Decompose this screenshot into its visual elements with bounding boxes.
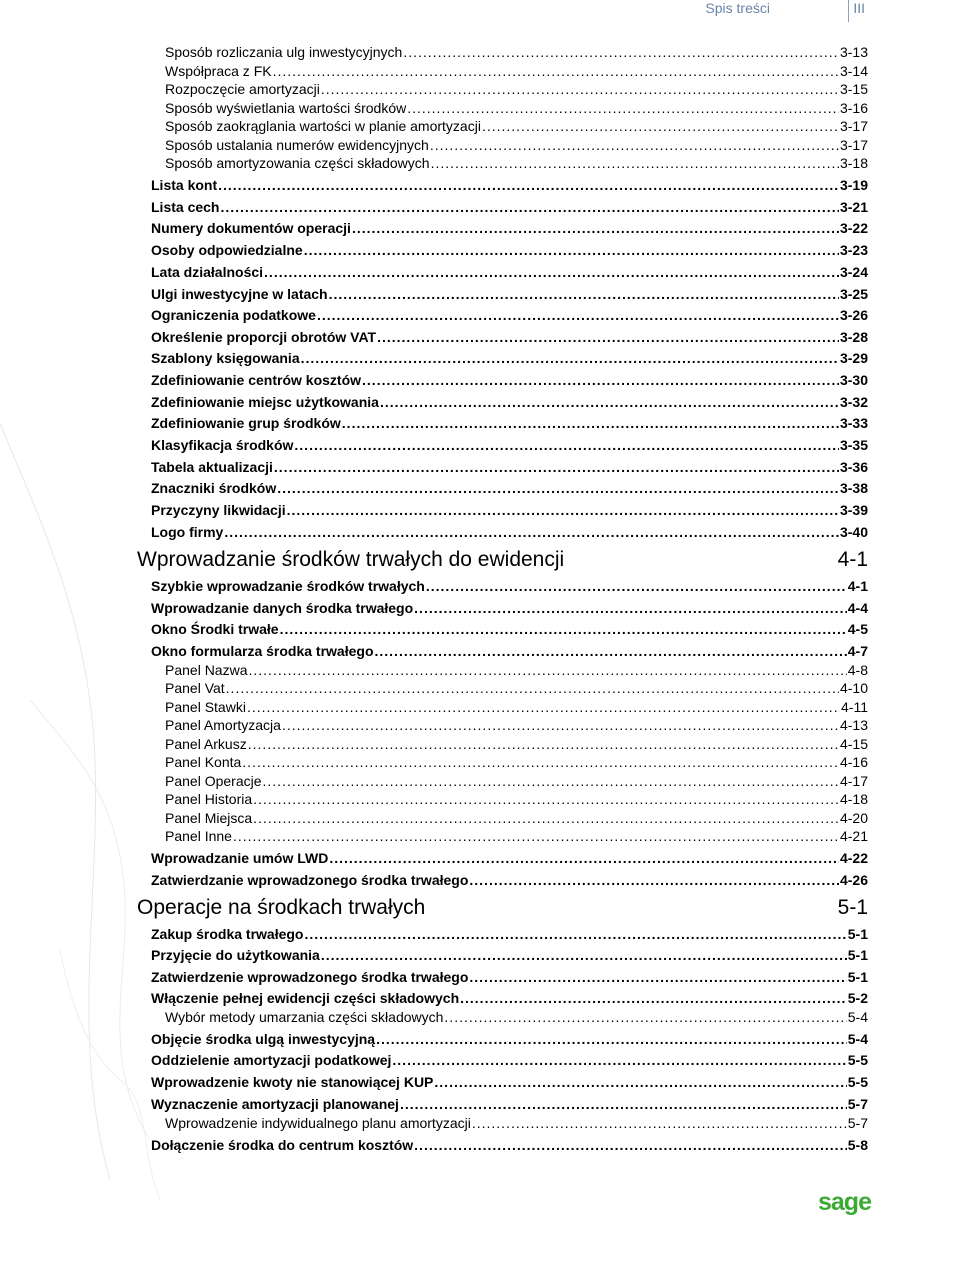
toc-entry-page: 4-1	[847, 578, 868, 594]
toc-entry-page: 3-17	[839, 137, 868, 153]
toc-entry-title: Zatwierdzanie wprowadzonego środka trwałego	[151, 872, 469, 888]
toc-entry-title: Okno formularza środka trwałego	[151, 643, 374, 659]
dot-leader	[247, 699, 840, 715]
dot-leader	[430, 137, 839, 153]
toc-entry-page: 4-4	[847, 600, 868, 616]
toc-entry-page: 4-10	[839, 680, 868, 696]
toc-entry-page: 4-15	[839, 736, 868, 752]
dot-leader	[263, 773, 839, 789]
toc-entry-title: Wprowadzanie umów LWD	[151, 850, 329, 866]
toc-entry-page: 3-30	[839, 372, 868, 388]
toc-section[interactable]	[151, 502, 868, 518]
toc-entry-page: 5-8	[847, 1137, 868, 1153]
toc-entry-page: 5-7	[847, 1115, 868, 1131]
toc-section[interactable]	[151, 969, 868, 985]
toc-entry-title: Sposób zaokrąglania wartości w planie amortyzacji	[165, 118, 481, 134]
toc-entry-page: 3-13	[839, 44, 868, 60]
toc-entry-page: 3-18	[839, 155, 868, 171]
toc-subsection[interactable]	[165, 810, 868, 826]
toc-entry-page: 5-2	[847, 990, 868, 1006]
toc-section[interactable]	[151, 480, 868, 496]
toc-section[interactable]	[151, 1096, 868, 1112]
toc-entry-title: Lista cech	[151, 199, 220, 215]
toc-subsection[interactable]	[165, 754, 868, 770]
toc-entry-page: 4-7	[847, 643, 868, 659]
toc-section[interactable]	[151, 329, 868, 345]
toc-subsection[interactable]	[165, 717, 868, 733]
toc-subsection[interactable]	[165, 1115, 868, 1131]
dot-leader	[342, 415, 839, 431]
toc-entry-title: Panel Nazwa	[165, 662, 248, 678]
toc-entry-title: Sposób ustalania numerów ewidencyjnych	[165, 137, 429, 153]
dot-leader	[403, 44, 839, 60]
toc-section[interactable]	[151, 872, 868, 888]
dot-leader	[248, 736, 839, 752]
toc-entry-title: Wprowadzenie indywidualnego planu amortyzacji	[165, 1115, 471, 1131]
toc-entry-page: 5-1	[837, 896, 868, 919]
dot-leader	[249, 662, 847, 678]
toc-entry-page: 3-28	[839, 329, 868, 345]
dot-leader	[414, 1137, 847, 1153]
toc-entry-title: Określenie proporcji obrotów VAT	[151, 329, 377, 345]
toc-entry-title: Panel Inne	[165, 828, 232, 844]
toc-entry-page: 3-32	[839, 394, 868, 410]
toc-entry-title: Panel Arkusz	[165, 736, 247, 752]
toc-entry-page: 3-33	[839, 415, 868, 431]
dot-leader	[469, 872, 839, 888]
toc-subsection[interactable]	[165, 773, 868, 789]
dot-leader	[233, 828, 839, 844]
toc-entry-title: Lata działalności	[151, 264, 264, 280]
toc-subsection[interactable]	[165, 63, 868, 79]
dot-leader	[301, 350, 839, 366]
toc-entry-title: Zdefiniowanie miejsc użytkowania	[151, 394, 379, 410]
toc-entry-page: 3-23	[839, 242, 868, 258]
toc-entry-title: Znaczniki środków	[151, 480, 277, 496]
dot-leader	[274, 459, 839, 475]
toc-section[interactable]	[151, 242, 868, 258]
toc-entry-title: Oddzielenie amortyzacji podatkowej	[151, 1052, 392, 1068]
toc-entry-title: Zdefiniowanie centrów kosztów	[151, 372, 362, 388]
toc-subsection[interactable]	[165, 828, 868, 844]
toc-entry-title: Wprowadzenie kwoty nie stanowiącej KUP	[151, 1074, 434, 1090]
toc-entry-title: Przyczyny likwidacji	[151, 502, 286, 518]
dot-leader	[431, 155, 839, 171]
dot-leader	[414, 600, 847, 616]
toc-subsection[interactable]	[165, 699, 868, 715]
toc-entry-page: 3-15	[839, 81, 868, 97]
toc-entry-page: 3-35	[839, 437, 868, 453]
toc-entry-page: 3-26	[839, 307, 868, 323]
toc-section[interactable]	[151, 372, 868, 388]
toc-entry-page: 4-21	[839, 828, 868, 844]
toc-entry-page: 5-7	[847, 1096, 868, 1112]
dot-leader	[352, 220, 839, 236]
toc-entry-title: Panel Konta	[165, 754, 242, 770]
toc-entry-title: Sposób wyświetlania wartości środków	[165, 100, 407, 116]
dot-leader	[253, 791, 839, 807]
dot-leader	[280, 621, 847, 637]
toc-entry-page: 4-1	[837, 548, 868, 571]
toc-entry-title: Współpraca z FK	[165, 63, 272, 79]
toc-entry-page: 4-17	[839, 773, 868, 789]
dot-leader	[273, 63, 839, 79]
toc-entry-title: Zakup środka trwałego	[151, 926, 304, 942]
toc-subsection[interactable]	[165, 81, 868, 97]
toc-subsection[interactable]	[165, 1009, 868, 1025]
toc-entry-page: 4-11	[841, 699, 868, 715]
sage-logo: sage	[818, 1188, 871, 1216]
dot-leader	[460, 990, 847, 1006]
dot-leader	[434, 1074, 846, 1090]
toc-section[interactable]	[151, 264, 868, 280]
toc-entry-page: 5-4	[847, 1009, 868, 1025]
dot-leader	[375, 643, 847, 659]
toc-entry-title: Wybór metody umarzania części składowych	[165, 1009, 444, 1025]
toc-section[interactable]	[151, 459, 868, 475]
toc-section[interactable]	[151, 621, 868, 637]
toc-section[interactable]	[151, 990, 868, 1006]
toc-section[interactable]	[151, 947, 868, 963]
toc-entry-page: 4-8	[847, 662, 868, 678]
toc-section[interactable]	[151, 307, 868, 323]
toc-section[interactable]	[151, 394, 868, 410]
toc-entry-page: 3-22	[839, 220, 868, 236]
toc-entry-page: 3-38	[839, 480, 868, 496]
toc-section[interactable]	[151, 1052, 868, 1068]
dot-leader	[469, 969, 846, 985]
toc-entry-title: Przyjęcie do użytkowania	[151, 947, 320, 963]
toc-entry-title: Objęcie środka ulgą inwestycyjną	[151, 1031, 376, 1047]
toc-entry-page: 3-14	[839, 63, 868, 79]
toc-subsection[interactable]	[165, 137, 868, 153]
toc-chapter[interactable]	[137, 896, 868, 920]
toc-subsection[interactable]	[165, 736, 868, 752]
toc-entry-title: Panel Vat	[165, 680, 225, 696]
toc-entry-title: Operacje na środkach trwałych	[137, 896, 426, 919]
toc-entry-title: Sposób rozliczania ulg inwestycyjnych	[165, 44, 403, 60]
toc-entry-title: Ograniczenia podatkowe	[151, 307, 316, 323]
toc-entry-page: 5-1	[847, 969, 868, 985]
toc-entry-title: Panel Miejsca	[165, 810, 253, 826]
dot-leader	[376, 1031, 847, 1047]
dot-leader	[392, 1052, 846, 1068]
dot-leader	[224, 524, 839, 540]
toc-entry-title: Wyznaczenie amortyzacji planowanej	[151, 1096, 399, 1112]
dot-leader	[321, 81, 839, 97]
dot-leader	[304, 242, 839, 258]
toc-entry-page: 3-16	[839, 100, 868, 116]
toc-entry-title: Tabela aktualizacji	[151, 459, 273, 475]
dot-leader	[220, 199, 838, 215]
toc-section[interactable]	[151, 286, 868, 302]
toc-entry-page: 5-5	[847, 1074, 868, 1090]
toc-subsection[interactable]	[165, 680, 868, 696]
toc-entry-page: 4-26	[839, 872, 868, 888]
toc-section[interactable]	[151, 199, 868, 215]
dot-leader	[362, 372, 839, 388]
toc-chapter[interactable]	[137, 548, 868, 572]
toc-entry-title: Osoby odpowiedzialne	[151, 242, 303, 258]
toc-subsection[interactable]	[165, 118, 868, 134]
toc-section[interactable]	[151, 578, 868, 594]
header-section-title: Spis treści	[705, 0, 770, 16]
toc-section[interactable]	[151, 437, 868, 453]
toc-subsection[interactable]	[165, 791, 868, 807]
toc-entry-title: Panel Operacje	[165, 773, 262, 789]
toc-section[interactable]	[151, 524, 868, 540]
toc-section[interactable]	[151, 643, 868, 659]
toc-entry-page: 4-18	[839, 791, 868, 807]
toc-entry-page: 4-13	[839, 717, 868, 733]
toc-section[interactable]	[151, 1074, 868, 1090]
dot-leader	[277, 480, 839, 496]
dot-leader	[317, 307, 839, 323]
toc-subsection[interactable]	[165, 44, 868, 60]
toc-entry-title: Dołączenie środka do centrum kosztów	[151, 1137, 414, 1153]
dot-leader	[218, 177, 839, 193]
dot-leader	[304, 926, 846, 942]
dot-leader	[380, 394, 839, 410]
dot-leader	[444, 1009, 846, 1025]
toc-entry-title: Zatwierdzenie wprowadzonego środka trwałego	[151, 969, 469, 985]
toc-entry-page: 3-39	[839, 502, 868, 518]
dot-leader	[329, 850, 839, 866]
toc-entry-page: 5-4	[847, 1031, 868, 1047]
toc-entry-title: Okno Środki trwałe	[151, 621, 279, 637]
dot-leader	[253, 810, 839, 826]
dot-leader	[407, 100, 839, 116]
dot-leader	[294, 437, 839, 453]
toc-entry-title: Szablony księgowania	[151, 350, 300, 366]
dot-leader	[226, 680, 839, 696]
toc-section[interactable]	[151, 177, 868, 193]
toc-entry-title: Panel Amortyzacja	[165, 717, 281, 733]
toc-entry-title: Wprowadzanie danych środka trwałego	[151, 600, 414, 616]
toc-entry-title: Zdefiniowanie grup środków	[151, 415, 341, 431]
toc-entry-page: 5-1	[847, 947, 868, 963]
dot-leader	[400, 1096, 847, 1112]
toc-entry-page: 4-5	[847, 621, 868, 637]
toc-section[interactable]	[151, 415, 868, 431]
toc-subsection[interactable]	[165, 100, 868, 116]
toc-entry-title: Sposób amortyzowania części składowych	[165, 155, 430, 171]
toc-entry-page: 4-22	[839, 850, 868, 866]
toc-section[interactable]	[151, 600, 868, 616]
toc-entry-title: Szybkie wprowadzanie środków trwałych	[151, 578, 425, 594]
toc-section[interactable]	[151, 850, 868, 866]
toc-entry-title: Panel Stawki	[165, 699, 246, 715]
toc-entry-title: Panel Historia	[165, 791, 253, 807]
toc-entry-title: Logo firmy	[151, 524, 224, 540]
toc-entry-page: 3-19	[839, 177, 868, 193]
toc-entry-title: Rozpoczęcie amortyzacji	[165, 81, 320, 97]
toc-entry-page: 4-16	[839, 754, 868, 770]
toc-entry-title: Ulgi inwestycyjne w latach	[151, 286, 328, 302]
dot-leader	[321, 947, 847, 963]
dot-leader	[482, 118, 839, 134]
toc-section[interactable]	[151, 220, 868, 236]
toc-entry-page: 3-24	[839, 264, 868, 280]
dot-leader	[242, 754, 839, 770]
toc-entry-page: 3-36	[839, 459, 868, 475]
toc-entry-title: Lista kont	[151, 177, 218, 193]
toc-entry-page: 3-25	[839, 286, 868, 302]
toc-section[interactable]	[151, 1137, 868, 1153]
toc-section[interactable]	[151, 1031, 868, 1047]
toc-entry-page: 3-17	[839, 118, 868, 134]
dot-leader	[377, 329, 839, 345]
toc-entry-page: 4-20	[839, 810, 868, 826]
toc-entry-page: 5-1	[847, 926, 868, 942]
dot-leader	[264, 264, 839, 280]
toc-entry-title: Wprowadzanie środków trwałych do ewidencji	[137, 548, 565, 571]
toc-entry-title: Numery dokumentów operacji	[151, 220, 351, 236]
toc-section[interactable]	[151, 926, 868, 942]
toc-subsection[interactable]	[165, 662, 868, 678]
toc-entry-page: 5-5	[847, 1052, 868, 1068]
toc-entry-page: 3-21	[839, 199, 868, 215]
toc-entry-page: 3-40	[839, 524, 868, 540]
dot-leader	[287, 502, 839, 518]
dot-leader	[472, 1115, 847, 1131]
toc-subsection[interactable]	[165, 155, 868, 171]
dot-leader	[426, 578, 847, 594]
toc-entry-title: Włączenie pełnej ewidencji części składowych	[151, 990, 460, 1006]
toc-entry-page: 3-29	[839, 350, 868, 366]
dot-leader	[329, 286, 839, 302]
toc-entry-title: Klasyfikacja środków	[151, 437, 294, 453]
toc-section[interactable]	[151, 350, 868, 366]
header-page-number: III	[853, 0, 865, 16]
dot-leader	[282, 717, 839, 733]
